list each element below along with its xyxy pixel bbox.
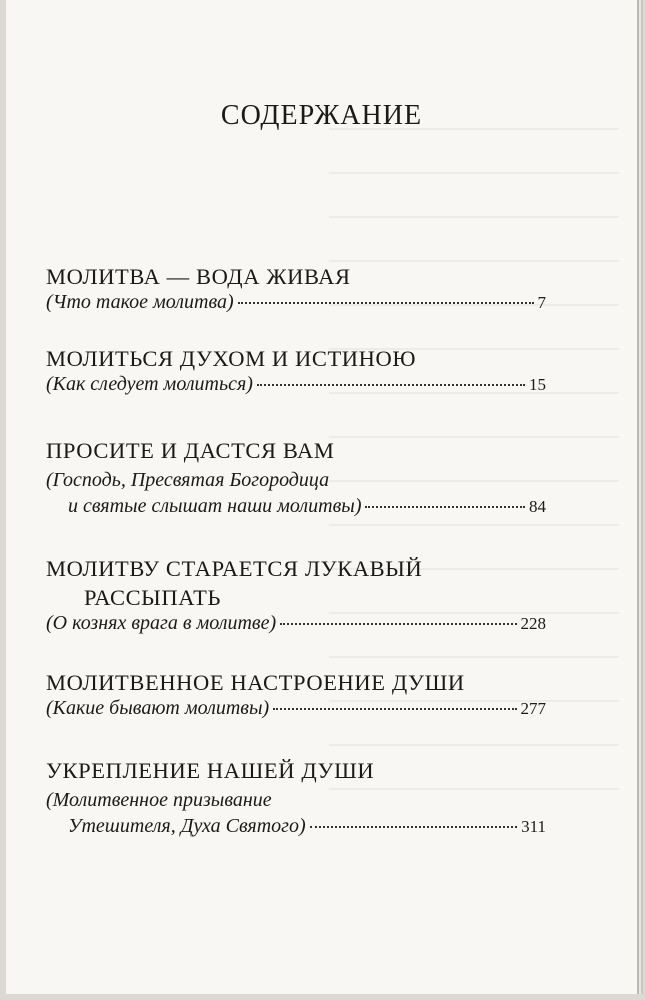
dot-leader xyxy=(238,302,534,304)
entry-heading: ПРОСИТЕ И ДАСТСЯ ВАМ xyxy=(46,438,335,463)
toc-entry[interactable] xyxy=(46,668,546,720)
toc-entry[interactable] xyxy=(46,756,546,838)
toc-entry[interactable] xyxy=(46,344,546,396)
page-number: 277 xyxy=(520,699,546,718)
dot-leader xyxy=(310,826,517,828)
dot-leader xyxy=(365,506,525,508)
entry-line xyxy=(46,291,546,314)
entry-line xyxy=(46,373,546,396)
entry-subtitle-cont: Утешителя, Духа Святого) xyxy=(68,815,306,837)
page-title: СОДЕРЖАНИЕ xyxy=(220,100,423,131)
page-number: 7 xyxy=(537,293,546,312)
entry-subtitle: (Что такое молитва) xyxy=(46,291,234,313)
entry-heading: УКРЕПЛЕНИЕ НАШЕЙ ДУШИ xyxy=(46,758,375,783)
page-number: 15 xyxy=(529,375,546,394)
dot-leader xyxy=(280,623,516,625)
entry-heading: МОЛИТЬСЯ ДУХОМ И ИСТИНОЮ xyxy=(46,346,417,371)
entry-subtitle: (Молитвенное призывание xyxy=(46,789,272,811)
entry-subtitle: (О кознях врага в молитве) xyxy=(46,612,277,634)
entry-line xyxy=(46,495,546,518)
toc-entry[interactable] xyxy=(46,262,546,314)
book-page xyxy=(6,0,637,994)
entry-line xyxy=(46,815,546,838)
entry-subtitle-cont: и святые слышат наши молитвы) xyxy=(68,495,362,517)
toc-entry[interactable] xyxy=(46,436,546,518)
entry-line xyxy=(46,697,546,720)
entry-heading-cont: РАССЫПАТЬ xyxy=(84,585,221,610)
toc-entry[interactable] xyxy=(46,554,546,635)
page-number: 228 xyxy=(520,614,546,633)
page-number: 84 xyxy=(529,497,546,516)
entry-heading: МОЛИТВЕННОЕ НАСТРОЕНИЕ ДУШИ xyxy=(46,670,465,695)
entry-line xyxy=(46,612,546,635)
entry-heading: МОЛИТВУ СТАРАЕТСЯ ЛУКАВЫЙ xyxy=(46,556,423,581)
dot-leader xyxy=(273,708,516,710)
entry-subtitle: (Какие бывают молитвы) xyxy=(46,697,270,719)
dot-leader xyxy=(257,384,525,386)
entry-heading: МОЛИТВА — ВОДА ЖИВАЯ xyxy=(46,264,351,289)
entry-subtitle: (Господь, Пресвятая Богородица xyxy=(46,469,330,491)
page-number: 311 xyxy=(521,817,546,836)
entry-subtitle: (Как следует молиться) xyxy=(46,373,253,395)
